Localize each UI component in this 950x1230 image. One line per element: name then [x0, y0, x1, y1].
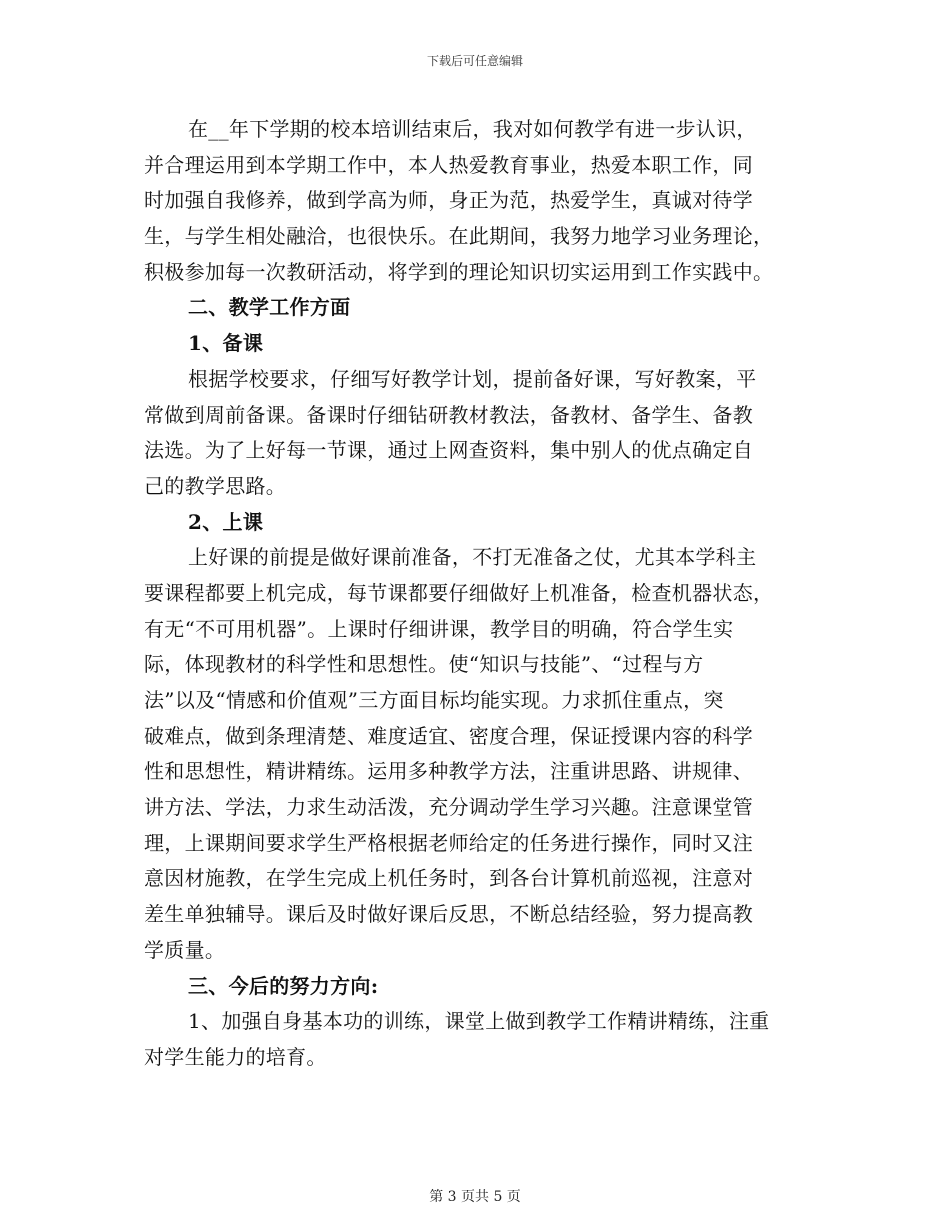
body-text-line: 意因材施教，在学生完成上机任务时，到各台计算机前巡视，注意对 [144, 866, 753, 891]
body-text-line: 常做到周前备课。备课时仔细钻研教材教法，备教材、备学生、备教 [144, 402, 753, 427]
body-text-line: 时加强自我修养，做到学高为师，身正为范，热爱学生，真诚对待学 [144, 188, 753, 213]
body-text-line: 积极参加每一次教研活动，将学到的理论知识切实运用到工作实践中。 [144, 259, 774, 284]
section-heading: 2、上课 [188, 509, 264, 534]
body-text-line: 1、加强自身基本功的训练，课堂上做到教学工作精讲精练，注重 [188, 1009, 770, 1034]
body-text-line: 己的教学思路。 [144, 473, 287, 498]
body-text-line: 差生单独辅导。课后及时做好课后反思，不断总结经验，努力提高教 [144, 902, 753, 927]
section-heading: 二、教学工作方面 [188, 295, 351, 320]
page-header: 下载后可任意编辑 [426, 54, 523, 68]
body-text-line: 性和思想性，精讲精练。运用多种教学方法，注重讲思路、讲规律、 [144, 759, 753, 784]
body-text-line: 上好课的前提是做好课前准备，不打无准备之仗，尤其本学科主 [188, 545, 757, 570]
body-text-line: 并合理运用到本学期工作中，本人热爱教育事业，热爱本职工作，同 [144, 152, 753, 177]
body-text-line: 在__年下学期的校本培训结束后，我对如何教学有进一步认识， [188, 117, 757, 141]
body-text-line: 有无“不可用机器”。上课时仔细讲课，教学目的明确，符合学生实 [144, 616, 734, 641]
body-text-line: 破难点，做到条理清楚、难度适宜、密度合理，保证授课内容的科学 [144, 723, 753, 748]
body-text-line: 法选。为了上好每一节课，通过上网查资料，集中别人的优点确定自 [144, 438, 753, 463]
body-text-line: 法”以及“情感和价值观”三方面目标均能实现。力求抓住重点，突 [144, 688, 724, 712]
section-heading: 1、备课 [188, 331, 264, 356]
body-text-line: 生，与学生相处融洽，也很快乐。在此期间，我努力地学习业务理论， [144, 224, 774, 249]
body-text-line: 对学生能力的培育。 [144, 1044, 327, 1069]
body-text-line: 讲方法、学法，力求生动活泼，充分调动学生学习兴趣。注意课堂管 [144, 795, 753, 820]
section-heading: 三、今后的努力方向: [188, 973, 379, 998]
body-text-line: 际，体现教材的科学性和思想性。使“知识与技能”、“过程与方 [144, 652, 704, 677]
body-text-line: 理，上课期间要求学生严格根据老师给定的任务进行操作，同时又注 [144, 830, 753, 855]
body-text-line: 学质量。 [144, 937, 226, 962]
body-text-line: 根据学校要求，仔细写好教学计划，提前备好课，写好教案，平 [188, 366, 757, 391]
document-body [144, 112, 810, 1076]
page-footer: 第 3 页共 5 页 [429, 1189, 521, 1205]
body-text-line: 要课程都要上机完成，每节课都要仔细做好上机准备，检查机器状态， [144, 580, 774, 605]
